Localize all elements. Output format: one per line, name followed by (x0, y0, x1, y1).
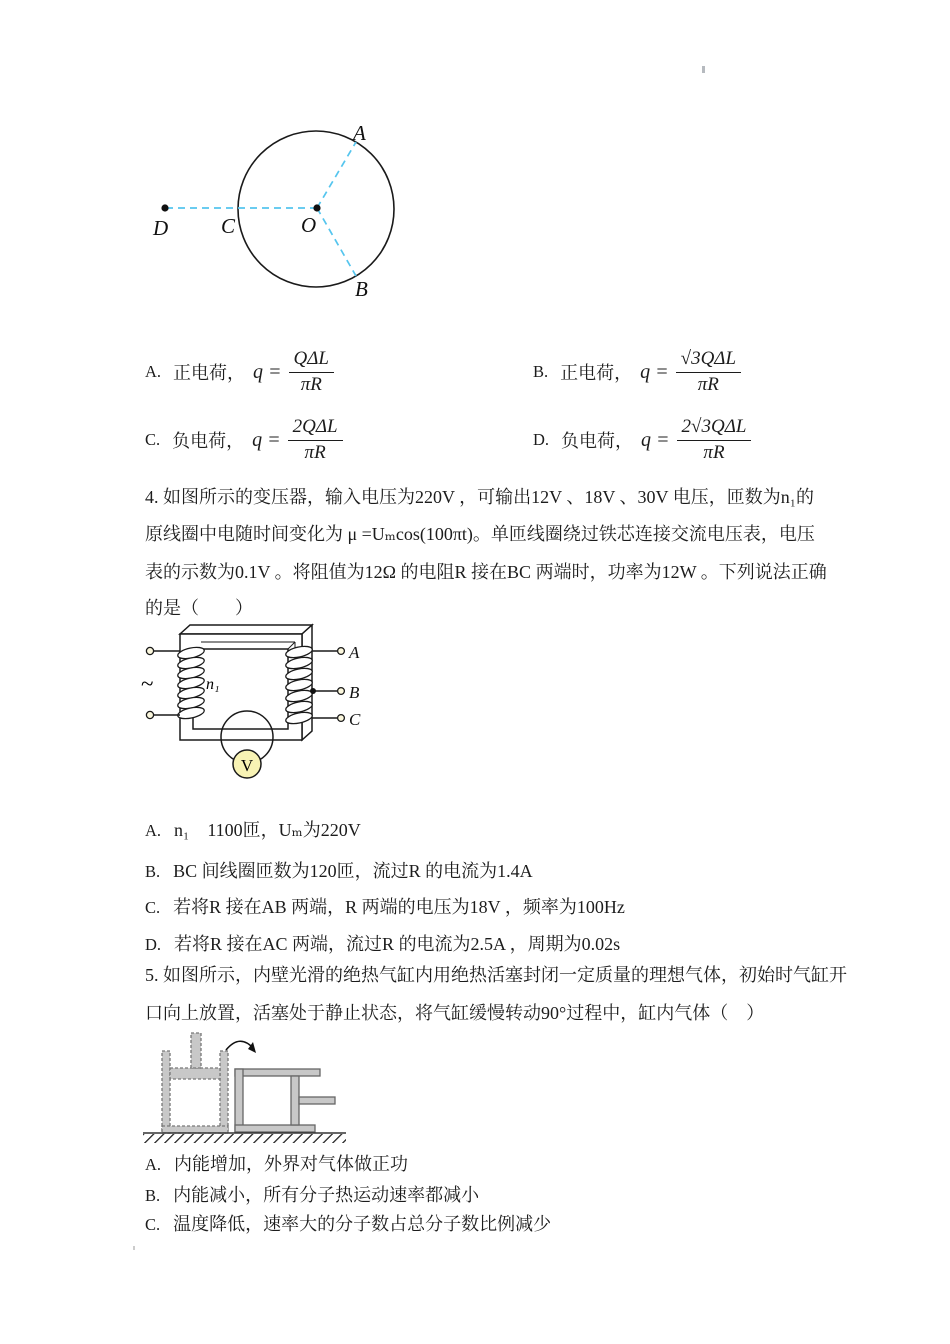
option-text: 负电荷， (561, 431, 634, 451)
option-letter: C. (145, 1215, 161, 1234)
formula: q = $\frac{\text{QΔL}}{\pi R}$ (249, 348, 334, 397)
stray-mark (702, 66, 705, 73)
q4-line-1: 4. 如图所示的变压器，输入电压为220V ，可输出12V 、18V 、30V 电压，匝数为n₁的 (145, 487, 814, 507)
tap-c-label: C (349, 710, 361, 729)
option-text: 负电荷， (172, 431, 245, 451)
option-text: 内能增加，外界对气体做正功 (174, 1154, 409, 1174)
rotation-arrow (226, 1041, 256, 1053)
option-text: 若将R 接在AC 两端，流过R 的电流为2.5A ，周期为0.02s (174, 934, 621, 954)
q5-option-c (145, 1213, 551, 1236)
label-a: A (353, 121, 366, 145)
option-letter: A. (145, 362, 162, 381)
option-text: 正电荷， (560, 363, 633, 383)
label-b: B (355, 277, 368, 301)
cylinder-figure (138, 1028, 353, 1150)
tap-b-junction-dot (310, 688, 316, 694)
q3-option-b (533, 345, 741, 399)
option-letter: D. (533, 430, 550, 449)
piston-horizontal (291, 1076, 299, 1125)
option-letter: A. (145, 1155, 162, 1174)
piston-vertical (170, 1068, 220, 1079)
q3-option-a (145, 345, 334, 399)
cylinder-vertical (162, 1033, 228, 1133)
cylinder-horizontal (235, 1069, 335, 1132)
option-letter: B. (145, 1186, 161, 1205)
q5-line-1: 5. 如图所示，内壁光滑的绝热气缸内用绝热活塞封闭一定质量的理想气体，初始时气缸开 (145, 965, 847, 985)
formula: q = $\frac{\text{2QΔL}}{\pi R}$ (248, 416, 342, 465)
option-letter: C. (145, 898, 161, 917)
option-letter: A. (145, 821, 162, 840)
dashed-radii (165, 142, 356, 276)
option-letter: D. (145, 935, 162, 954)
option-text: 温度降低，速率大的分子数占总分子数比例减少 (173, 1214, 552, 1234)
label-d: D (153, 216, 169, 240)
option-text: n₁ 1100匝，Uₘ为220V (174, 820, 361, 840)
point-d (161, 204, 168, 211)
primary-turns-label: n₁ (206, 676, 220, 693)
q5-option-b (145, 1184, 479, 1207)
transformer-figure (135, 615, 380, 790)
q4-option-c (145, 896, 625, 919)
q5-option-a (145, 1153, 408, 1176)
ground-hatching (143, 1134, 346, 1143)
voltmeter-label: V (240, 756, 254, 775)
piston-rod-vertical (191, 1033, 201, 1068)
option-letter: B. (145, 862, 161, 881)
tap-a-label: A (349, 643, 360, 662)
option-text: 内能减小，所有分子热运动速率都减小 (173, 1185, 480, 1205)
label-c: C (221, 214, 236, 238)
q3-option-c (145, 413, 343, 467)
q4-line-4: 的是（ ） (145, 598, 253, 618)
stray-mark (133, 1246, 135, 1250)
option-letter: C. (145, 430, 161, 449)
q4-option-a (145, 819, 361, 842)
ac-source-symbol: ~ (141, 671, 154, 696)
circle-figure (140, 110, 400, 300)
option-letter: B. (533, 362, 549, 381)
piston-rod-horizontal (299, 1097, 335, 1104)
option-text: 正电荷， (173, 363, 246, 383)
q5-line-2: 口向上放置，活塞处于静止状态，将气缸缓慢转动90°过程中，缸内气体（ ） (145, 1003, 765, 1023)
label-o: O (301, 213, 317, 237)
formula: q = $\frac{\text{√3QΔL}}{\pi R}$ (636, 348, 741, 397)
q4-line-3: 表的示数为0.1V 。将阻值为12Ω 的电阻R 接在BC 两端时，功率为12W 。下列说法正确 (145, 562, 827, 582)
center-point-o (313, 204, 320, 211)
q4-line-2: 原线圈中电随时间变化为 μ =Uₘcos(100πt)。单匝线圈绕过铁芯连接交流电压表，电压 (145, 524, 815, 544)
option-text: 若将R 接在AB 两端，R 两端的电压为18V ，频率为100Hz (173, 897, 625, 917)
q4-option-d (145, 933, 620, 956)
tap-b-label: B (349, 683, 360, 702)
formula: q = $\frac{\text{2√3QΔL}}{\pi R}$ (637, 416, 751, 465)
q3-option-d (533, 413, 751, 467)
q4-option-b (145, 860, 533, 883)
option-text: BC 间线圈匝数为120匝，流过R 的电流为1.4A (173, 861, 533, 881)
